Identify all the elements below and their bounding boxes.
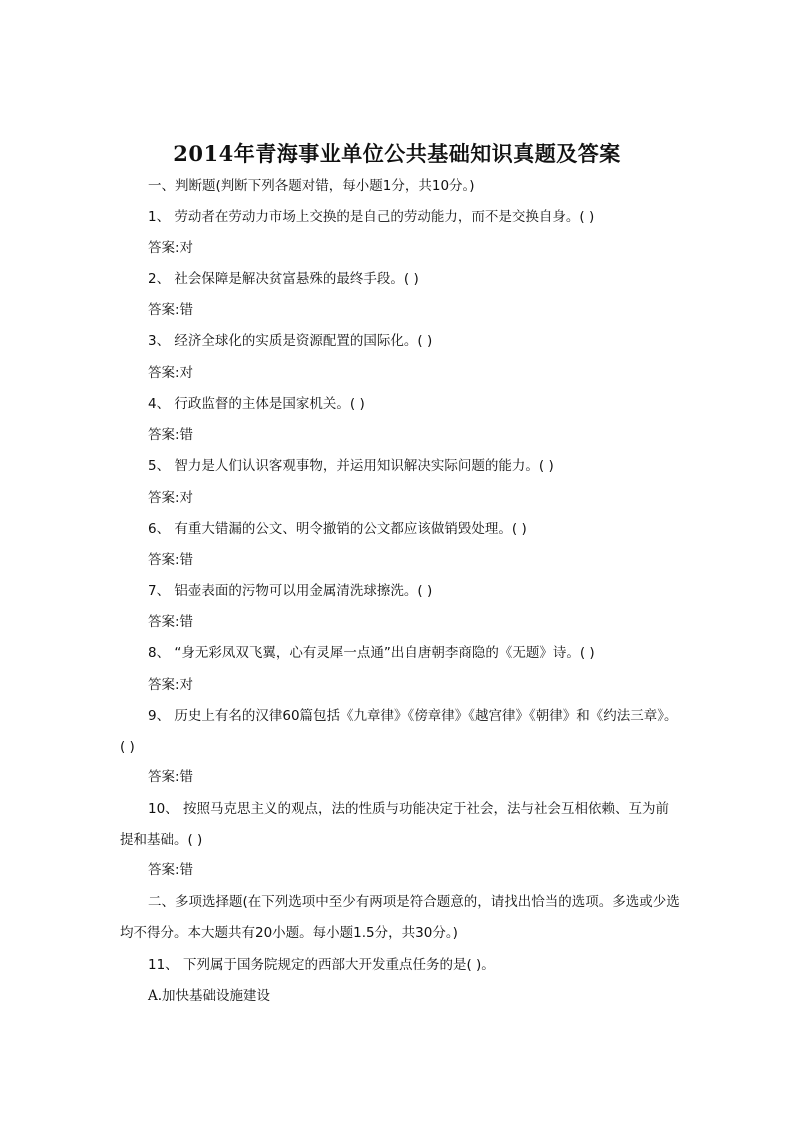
answer-text: 答案:错 bbox=[148, 427, 194, 443]
question-text: 3、 经济全球化的实质是资源配置的国际化。( ) bbox=[148, 333, 433, 349]
section-heading-true-false: 一、判断题(判断下列各题对错，每小题1分，共10分。) bbox=[148, 178, 475, 194]
question-text: 7、 铝壶表面的污物可以用金属清洗球擦洗。( ) bbox=[148, 583, 433, 599]
question-text: 11、 下列属于国务院规定的西部大开发重点任务的是( )。 bbox=[148, 957, 495, 973]
answer-text: 答案:对 bbox=[148, 490, 194, 506]
answer-text: 答案:错 bbox=[148, 862, 194, 878]
option-text: A.加快基础设施建设 bbox=[148, 988, 271, 1004]
answer-text: 答案:错 bbox=[148, 302, 194, 318]
answer-text: 答案:对 bbox=[148, 240, 194, 256]
question-text: 8、 “身无彩凤双飞翼，心有灵犀一点通”出自唐朝李商隐的《无题》诗。( ) bbox=[148, 645, 595, 661]
answer-text: 答案:对 bbox=[148, 677, 194, 693]
question-text: 5、 智力是人们认识客观事物，并运用知识解决实际问题的能力。( ) bbox=[148, 458, 554, 474]
answer-text: 答案:错 bbox=[148, 614, 194, 630]
answer-text: 答案:错 bbox=[148, 769, 194, 785]
question-text: 2、 社会保障是解决贫富悬殊的最终手段。( ) bbox=[148, 271, 419, 287]
section-heading-multiple-choice: 二、多项选择题(在下列选项中至少有两项是符合题意的，请找出恰当的选项。多选或少选均不得分。本大题共有20小题。每小题1.5分，共30分。) bbox=[120, 894, 680, 941]
question-text: 1、 劳动者在劳动力市场上交换的是自己的劳动能力，而不是交换自身。( ) bbox=[148, 209, 595, 225]
question-text: 10、 按照马克思主义的观点，法的性质与功能决定于社会，法与社会互相依赖、互为前提和基础。( ) bbox=[120, 801, 669, 848]
answer-text: 答案:对 bbox=[148, 365, 194, 381]
page-title: 2014年青海事业单位公共基础知识真题及答案 bbox=[173, 141, 621, 166]
question-text: 4、 行政监督的主体是国家机关。( ) bbox=[148, 396, 365, 412]
answer-text: 答案:错 bbox=[148, 552, 194, 568]
question-text: 9、 历史上有名的汉律60篇包括《九章律》《傍章律》《越宫律》《朝律》和《约法三章》。( ) bbox=[120, 708, 678, 755]
question-text: 6、 有重大错漏的公文、明令撤销的公文都应该做销毁处理。( ) bbox=[148, 521, 527, 537]
